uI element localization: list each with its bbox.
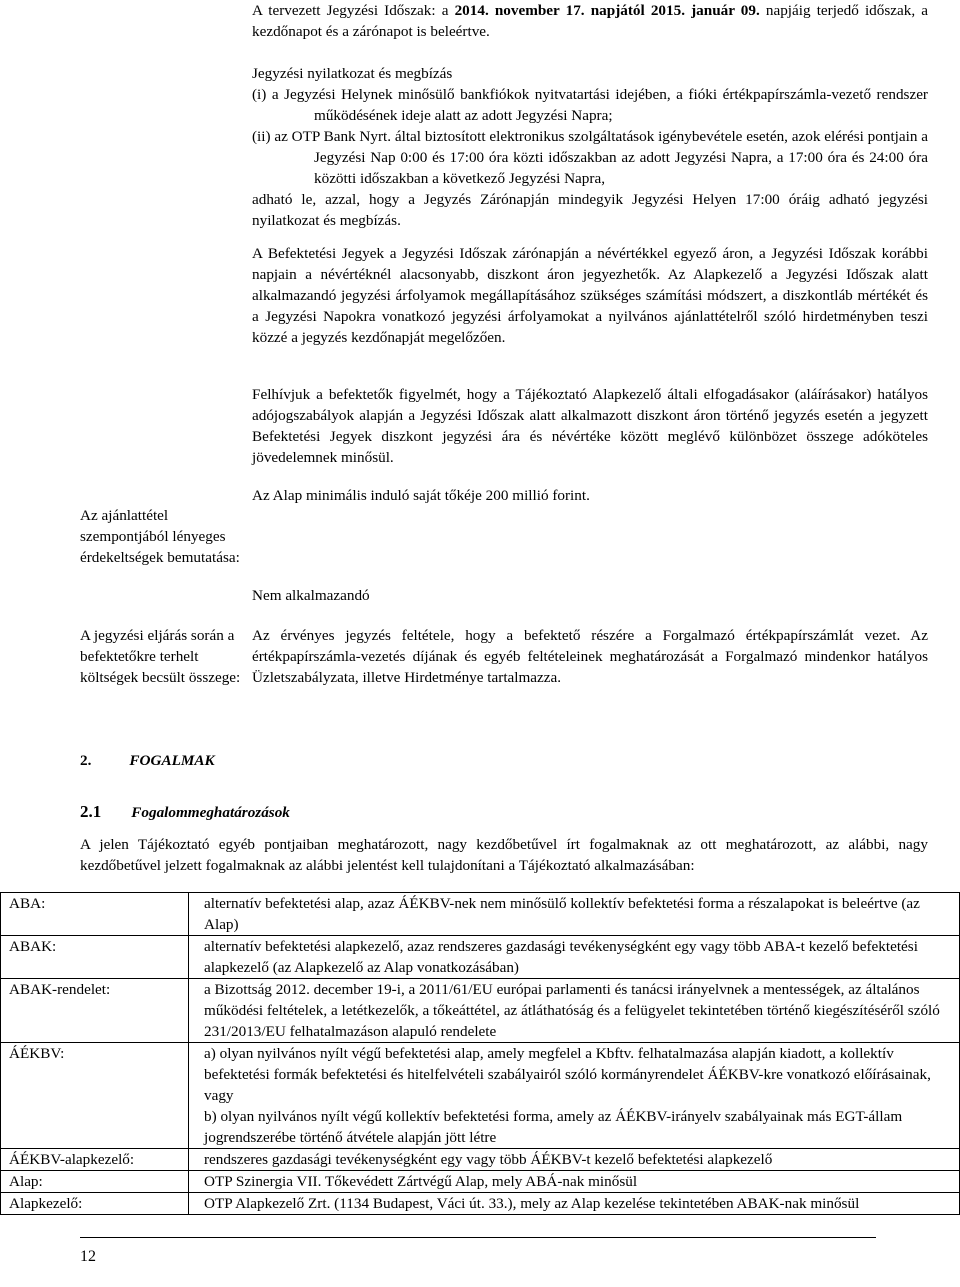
definition-desc-a: a) olyan nyilvános nyílt végű befektetési alap, amely megfelel a Kbftv. felhatalmazása alapján kiadott, a kollektív befektetési formák befektetési és hitelfelvételi szabályairól szóló kormányrendelet ÁÉKBV-kre vonatkozó előírásainak, vagy xyxy=(204,1045,931,1104)
footer-divider xyxy=(80,1237,876,1238)
section-21-title: Fogalommeghatározások xyxy=(131,804,290,821)
definition-term: ABAK-rendelet: xyxy=(1,979,189,1043)
definition-row xyxy=(1,1193,960,1215)
koltsegek-label: A jegyzési eljárás során a befektetőkre terhelt költségek becsült összege: xyxy=(80,627,241,686)
definition-row xyxy=(1,893,960,936)
definition-desc xyxy=(189,1043,960,1149)
definition-term: ABA: xyxy=(1,893,189,936)
nyilatkozat-item-i: (i) a Jegyzési Helynek minősülő bankfiókok nyitvatartási idejében, a fióki értékpapírszámla-vezető rendszer működésének ideje alatt az adott Jegyzési Napra; xyxy=(252,86,928,124)
nyilatkozat-item-ii: (ii) az OTP Bank Nyrt. által biztosított elektronikus szolgáltatások igénybevétele esetén, azok elérési pontjain a Jegyzési Nap 0:00 és 17:00 óra közti időszakban az adott Jegyzési Napra, a 17:00 óra és 24:00 óra közötti időszakban a következő Jegyzési Napra, xyxy=(252,128,928,187)
definitions-intro: A jelen Tájékoztató egyéb pontjaiban meghatározott, nagy kezdőbetűvel írt fogalmaknak az ott meghatározott, az alábbi, nagy kezdőbetűvel jelzett fogalmaknak az alábbi jelentést kell tulajdonítani a Tájékoztató alkalmazásában: xyxy=(80,836,928,874)
definition-row xyxy=(1,1043,960,1149)
koltseg-text: Az érvényes jegyzés feltétele, hogy a befektető részére a Forgalmazó értékpapírszámlát vezet. Az értékpapírszámla-vezetés díjának és egyéb feltételeinek meghatározását a Forgalmazó mindenkor hatályos Üzletszabályzata, illetve Hirdetménye tartalmazza. xyxy=(252,627,928,686)
definition-term: ÁÉKBV: xyxy=(1,1043,189,1149)
nem-alkalmazando: Nem alkalmazandó xyxy=(252,587,370,604)
section-21-heading xyxy=(80,801,290,823)
section-21-number: 2.1 xyxy=(80,802,102,821)
minimalis-paragraph: Az Alap minimális induló saját tőkéje 200 millió forint. xyxy=(252,487,590,504)
arfolyam-paragraph: A Befektetési Jegyek a Jegyzési Időszak zárónapján a névértékkel egyező áron, a Jegyzési Időszak korábbi napjain a névértéknél alacsonyabb, diszkont áron jegyezhetők. Az Alapkezelő a Jegyzési Időszak alatt alkalmazandó jegyzési árfolyamok megállapításához szükséges számítási módszert, a diszkontláb mértékét és a Jegyzési Napokra vonatkozó jegyzési árfolyamokat a nyilvános ajánlattételről szóló hirdetményben teszi közzé a jegyzés kezdőnapját megelőzően. xyxy=(252,245,928,346)
nyilatkozat-closing: adható le, azzal, hogy a Jegyzés Zárónapján mindegyik Jegyzési Helyen 17:00 óráig adható jegyzési nyilatkozat és megbízás. xyxy=(252,191,928,229)
definition-term: Alap: xyxy=(1,1171,189,1193)
definition-term: ÁÉKBV-alapkezelő: xyxy=(1,1149,189,1171)
idoszak-prefix: A tervezett Jegyzési Időszak: a xyxy=(252,2,455,19)
section-2-heading xyxy=(80,750,215,771)
definition-desc: rendszeres gazdasági tevékenységként egy vagy több ÁÉKBV-t kezelő befektetési alapkezelő xyxy=(189,1149,960,1171)
definition-row xyxy=(1,936,960,979)
definition-desc: OTP Alapkezelő Zrt. (1134 Budapest, Váci út. 33.), mely az Alap kezelése tekintetében ABAK-nak minősül xyxy=(189,1193,960,1215)
idoszak-dates: 2014. november 17. napjától 2015. január 09. xyxy=(454,2,760,19)
definition-desc-b: b) olyan nyilvános nyílt végű kollektív befektetési forma, amely az ÁÉKBV-irányelv szabályainak más EGT-állam jogrendszerébe történő átvétele alapján jött létre xyxy=(204,1108,903,1146)
definition-desc: a Bizottság 2012. december 19-i, a 2011/61/EU európai parlamenti és tanácsi irányelvnek a mentességek, az általános működési feltételek, a letétkezelők, a tőkeáttétel, az átláthatóság és a felügyelet tekintetében történő kiegészítéséről szóló 231/2013/EU felhatalmazáson alapuló rendelete xyxy=(189,979,960,1043)
idoszak-suffix: napjáig terjedő időszak, a kezdőnapot és a zárónapot is beleértve. xyxy=(252,2,928,40)
felhivjuk-paragraph: Felhívjuk a befektetők figyelmét, hogy a Tájékoztató Alapkezelő általi elfogadásakor (aláírásakor) hatályos adójogszabályok alapján a Jegyzési Időszak alatt alkalmazott diszkont áron történő jegyzés esetén a jegyzett Befektetési Jegyek diszkont jegyzési ára és névértéke között meglévő különbözet összege adóköteles jövedelemnek minősül. xyxy=(252,386,928,466)
nyilatkozat-block xyxy=(252,63,928,231)
definition-desc: OTP Szinergia VII. Tőkevédett Zártvégű Alap, mely ABÁ-nak minősül xyxy=(189,1171,960,1193)
section-2-title: FOGALMAK xyxy=(129,752,215,769)
jegyzesi-idoszak xyxy=(252,0,928,42)
definition-desc: alternatív befektetési alap, azaz ÁÉKBV-nek nem minősülő kollektív befektetési forma a részalapokat is beleértve (az Alap) xyxy=(189,893,960,936)
definitions-table xyxy=(0,892,960,1215)
definition-row xyxy=(1,1149,960,1171)
erdekeltseg-label: Az ajánlattétel szempontjából lényeges érdekeltségek bemutatása: xyxy=(80,507,240,566)
page-number: 12 xyxy=(80,1248,96,1265)
definition-desc: alternatív befektetési alapkezelő, azaz rendszeres gazdasági tevékenységként egy vagy több ABA-t kezelő befektetési alapkezelő (az Alapkezelő az Alap vonatkozásában) xyxy=(189,936,960,979)
nyilatkozat-title: Jegyzési nyilatkozat és megbízás xyxy=(252,65,453,82)
definition-row xyxy=(1,1171,960,1193)
definition-term: Alapkezelő: xyxy=(1,1193,189,1215)
definition-term: ABAK: xyxy=(1,936,189,979)
section-2-number: 2. xyxy=(80,752,92,769)
definition-row xyxy=(1,979,960,1043)
